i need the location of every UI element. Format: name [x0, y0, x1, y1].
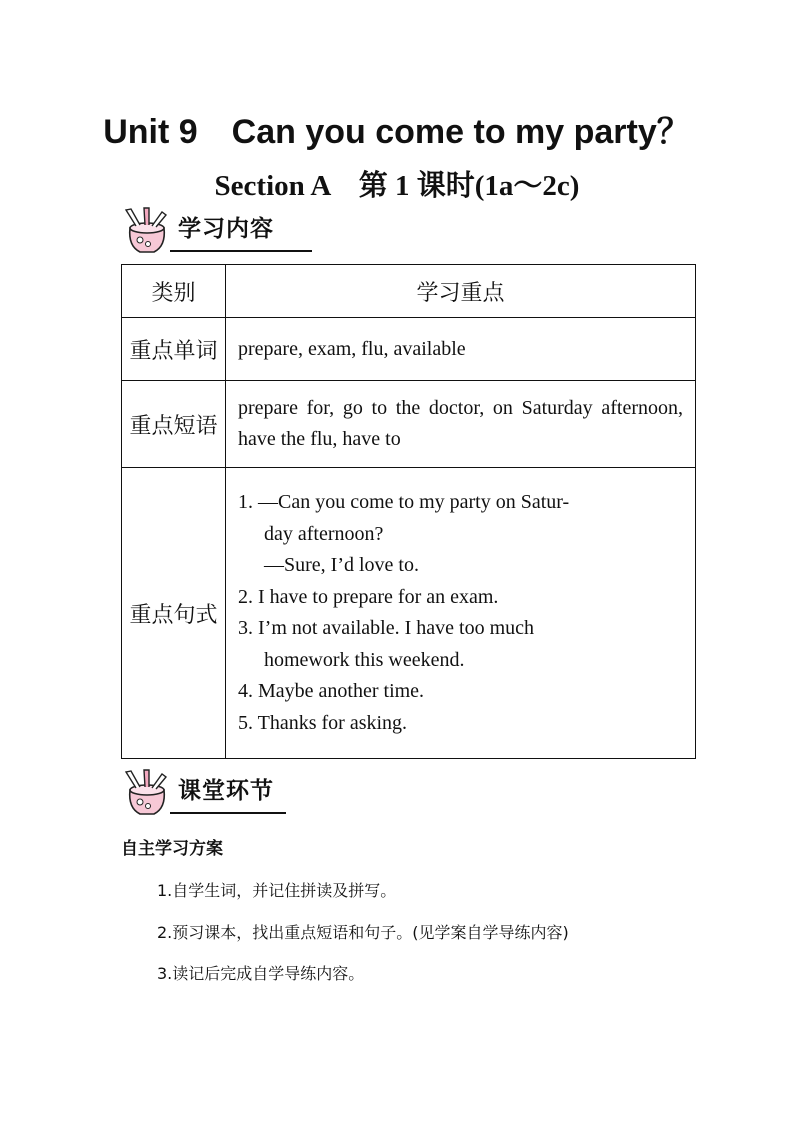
sentence-line: 5. Thanks for asking. — [238, 711, 408, 734]
table-row — [122, 381, 696, 468]
page-title: Unit 9 Can you come to my party？ — [103, 113, 691, 151]
table-header-row — [122, 265, 696, 318]
plan-heading: 自主学习方案 — [121, 839, 223, 859]
sentence-line: —Sure, I’d love to. — [264, 554, 419, 576]
step-item: 1.自学生词，并记住拼读及拼写。 — [157, 881, 397, 900]
section-banner-class-steps — [118, 768, 318, 818]
row-category: 重点句式 — [122, 468, 226, 759]
study-content-table — [121, 264, 696, 759]
row-category: 重点短语 — [122, 381, 226, 468]
pencil-cup-icon — [118, 206, 176, 256]
key-phrases-text: prepare for, go to the doctor, on Saturday afternoon, have the flu, have to — [238, 397, 683, 450]
pencil-cup-icon — [118, 768, 176, 818]
row-content — [226, 381, 696, 468]
step-item: 3.读记后完成自学导练内容。 — [157, 964, 365, 983]
sentence-line: 3. I’m not available. I have too much — [238, 617, 535, 639]
key-sentences-list — [238, 487, 683, 739]
row-category: 重点单词 — [122, 318, 226, 381]
section-label: 学习内容 — [178, 216, 274, 242]
step-item: 2.预习课本，找出重点短语和句子。(见学案自学导练内容) — [157, 923, 569, 942]
sentence-line: 2. I have to prepare for an exam. — [238, 585, 499, 608]
sentence-line: homework this weekend. — [264, 648, 465, 671]
sentence-line: 1. —Can you come to my party on Satur- — [238, 491, 570, 513]
row-content — [226, 318, 696, 381]
header-category: 类别 — [122, 265, 226, 318]
section-banner-study-content — [118, 206, 318, 256]
table-row — [122, 468, 696, 759]
header-key-points: 学习重点 — [226, 265, 696, 318]
sentence-line: day afternoon? — [264, 522, 384, 545]
key-words-text: prepare, exam, flu, available — [238, 337, 466, 360]
sentence-line: 4. Maybe another time. — [238, 680, 425, 702]
section-label: 课堂环节 — [178, 778, 274, 804]
table-row — [122, 318, 696, 381]
row-content — [226, 468, 696, 759]
page-subtitle: Section A 第 1 课时(1a～2c) — [214, 170, 580, 202]
